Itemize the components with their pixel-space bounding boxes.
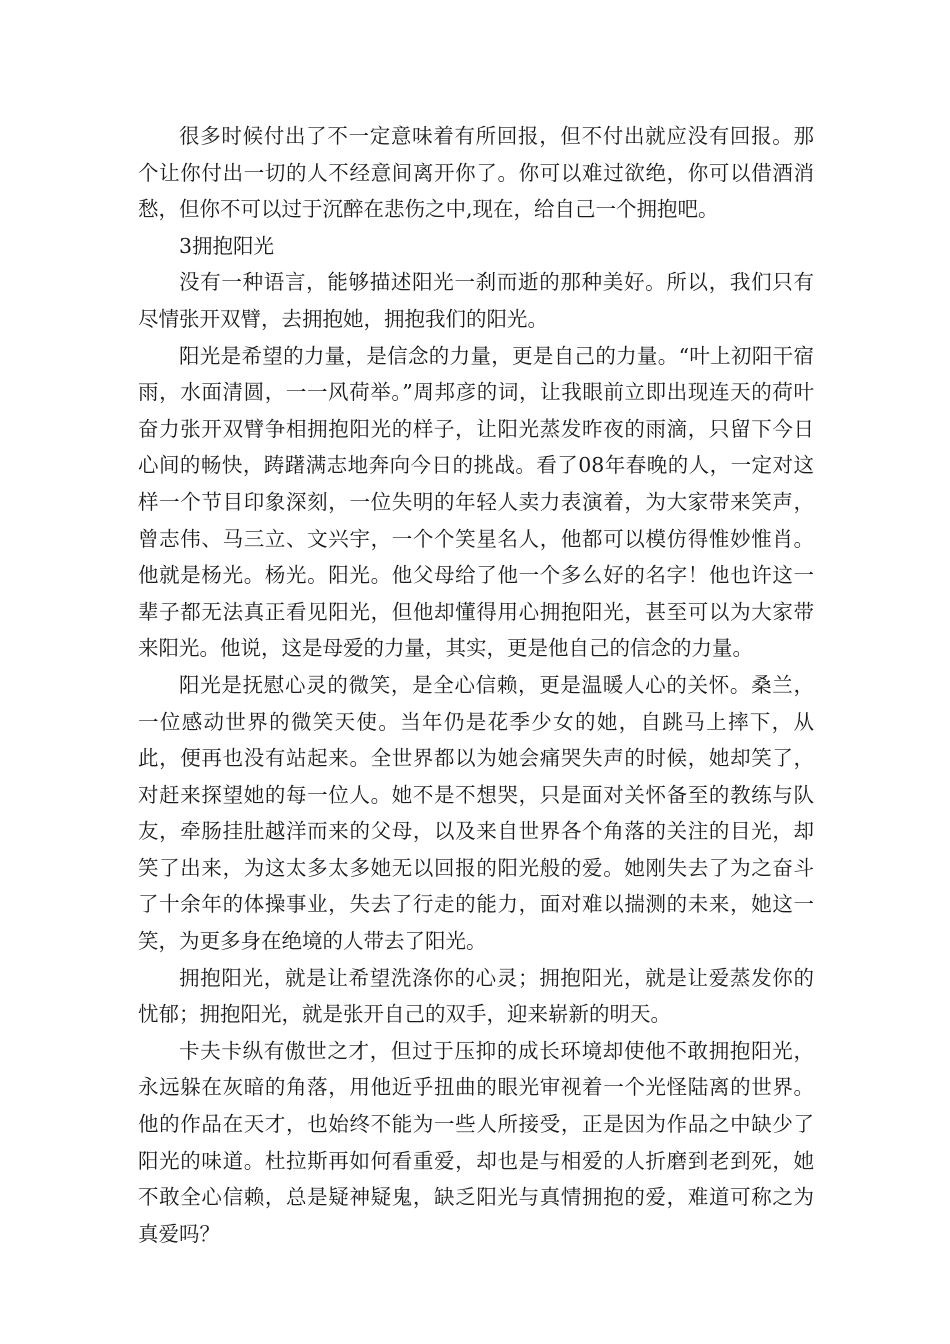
paragraph-1: 没有一种语言，能够描述阳光一刹而逝的那种美好。所以，我们只有尽情张开双臂，去拥抱她，拥抱我们的阳光。 [138,270,814,331]
paragraph-2: 阳光是希望的力量，是信念的力量，更是自己的力量。“叶上初阳干宿雨，水面清圆，一一风荷举。”周邦彦的词，让我眼前立即出现连天的荷叶奋力张开双臂争相拥抱阳光的样子，让阳光蒸发昨夜的雨滴，只留下今日心间的畅快，踌躇满志地奔向今日的挑战。看了08年春晚的人，一定对这样一个节目印象深刻，一位失明的年轻人卖力表演着，为大家带来笑声，曾志伟、马三立、文兴宇，一个个笑星名人，他都可以模仿得惟妙惟肖。他就是杨光。杨光。阳光。他父母给了他一个多么好的名字！他也许这一辈子都无法真正看见阳光，但他却懂得用心拥抱阳光，甚至可以为大家带来阳光。他说，这是母爱的力量，其实，更是他自己的信念的力量。 [138,343,814,661]
paragraph-4: 拥抱阳光，就是让希望洗涤你的心灵；拥抱阳光，就是让爱蒸发你的忧郁；拥抱阳光，就是张开自己的双手，迎来崭新的明天。 [138,965,814,1027]
paragraph-5: 卡夫卡纵有傲世之才，但过于压抑的成长环境却使他不敢拥抱阳光，永远躲在灰暗的角落，用他近乎扭曲的眼光审视着一个光怪陆离的世界。他的作品在天才，也始终不能为一些人所接受，正是因为作品之中缺少了阳光的味道。杜拉斯再如何看重爱，却也是与相爱的人折磨到老到死，她不敢全心信赖，总是疑神疑鬼，缺乏阳光与真情拥抱的爱，难道可称之为真爱吗？ [138,1038,814,1246]
paragraph-intro: 很多时候付出了不一定意味着有所回报，但不付出就应没有回报。那个让你付出一切的人不经意间离开你了。你可以难过欲绝，你可以借酒消愁，但你不可以过于沉醉在悲伤之中,现在，给自己一个拥抱吧。 [138,124,814,222]
section-heading: 3拥抱阳光 [179,233,275,258]
document-body [138,118,814,1252]
paragraph-3: 阳光是抚慰心灵的微笑，是全心信赖，更是温暖人心的关怀。桑兰，一位感动世界的微笑天使。当年仍是花季少女的她，自跳马上摔下，从此，便再也没有站起来。全世界都以为她会痛哭失声的时候，她却笑了，对赶来探望她的每一位人。她不是不想哭，只是面对关怀备至的教练与队友，牵肠挂肚越洋而来的父母，以及来自世界各个角落的关注的目光，却笑了出来，为这太多太多她无以回报的阳光般的爱。她刚失去了为之奋斗了十余年的体操事业，失去了行走的能力，面对难以揣测的未来，她这一笑，为更多身在绝境的人带去了阳光。 [138,672,814,954]
